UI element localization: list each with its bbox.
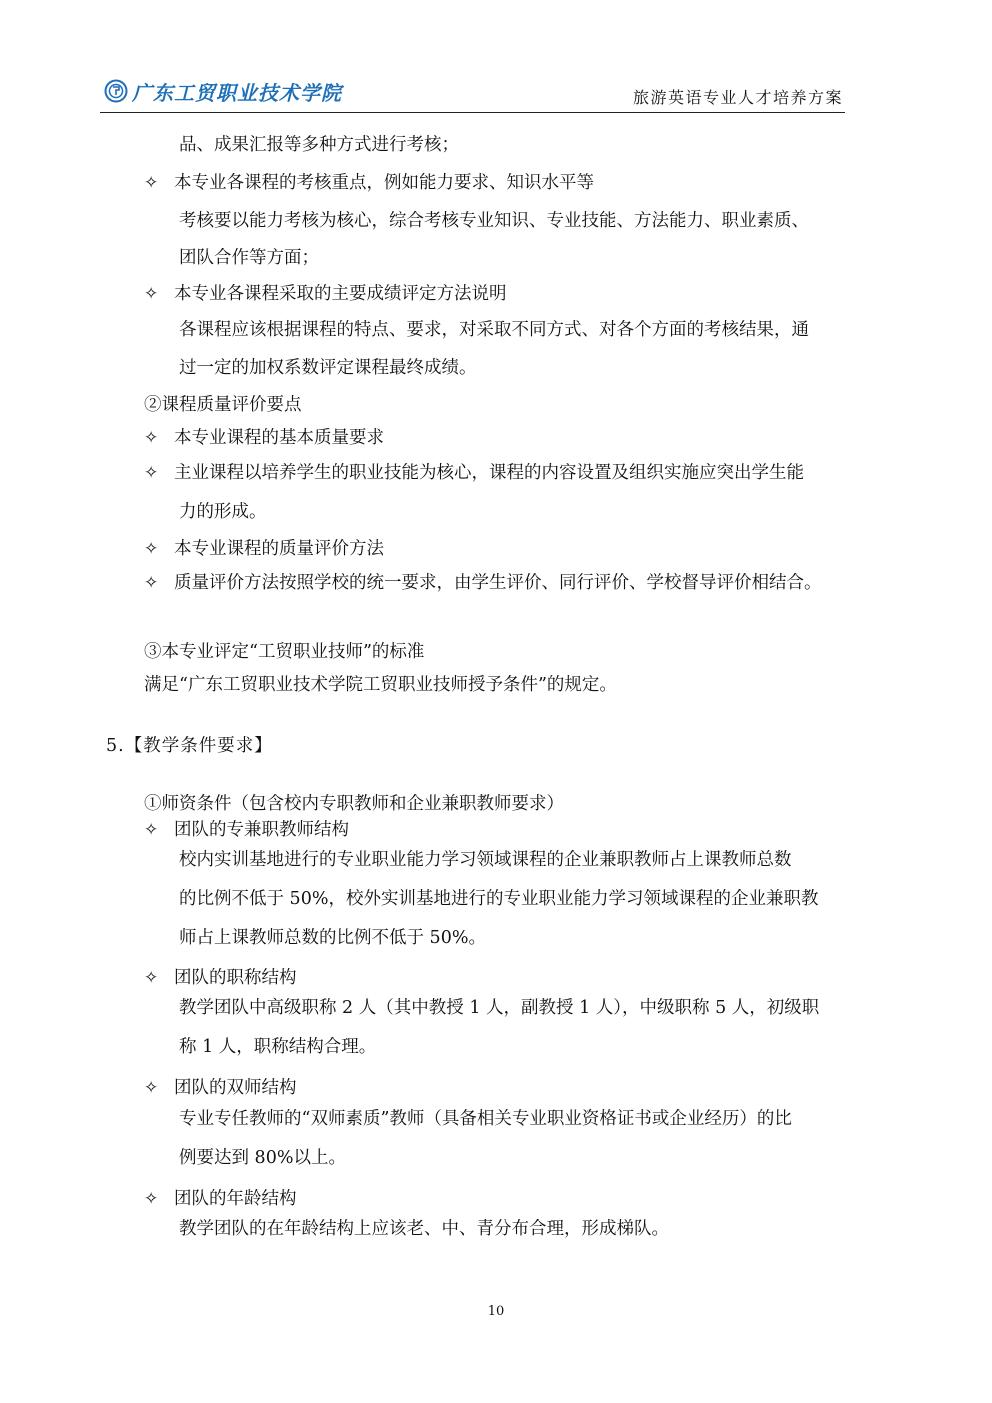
text-line: 称 1 人，职称结构合理。 [179,1037,377,1057]
diamond-bullet-icon: ✧ [144,1078,159,1098]
text-line: 过一定的加权系数评定课程最终成绩。 [179,358,477,378]
section-heading: ③本专业评定“工贸职业技师”的标准 [144,642,425,662]
bullet-item [144,571,822,595]
chapter-heading: 5.【教学条件要求】 [106,736,273,756]
text-line: 满足“广东工贸职业技术学院工贸职业技师授予条件”的规定。 [144,675,617,695]
text-line: 专业专任教师的“双师素质”教师（具备相关专业职业资格证书或企业经历）的比 [179,1109,792,1129]
text-line: 的比例不低于 50%，校外实训基地进行的专业职业能力学习领域课程的企业兼职教 [179,889,819,909]
bullet-heading: 本专业各课程采取的主要成绩评定方法说明 [174,284,507,304]
diamond-bullet-icon: ✧ [144,1189,159,1209]
diamond-bullet-icon: ✧ [144,539,159,559]
page-header [100,70,845,113]
text-line: 品、成果汇报等多种方式进行考核； [179,135,459,155]
bullet-heading: 团队的双师结构 [174,1078,297,1098]
bullet-heading: 本专业各课程的考核重点，例如能力要求、知识水平等 [174,173,594,193]
diamond-bullet-icon: ✧ [144,284,159,304]
document-title: 旅游英语专业人才培养方案 [632,88,843,107]
bullet-heading: 本专业课程的质量评价方法 [174,539,384,559]
diamond-bullet-icon: ✧ [144,968,159,988]
logo-text: 广东工贸职业技术学院 [132,80,342,105]
page-number: 10 [487,1304,505,1319]
diamond-bullet-icon: ✧ [144,173,159,193]
diamond-bullet-icon: ✧ [144,820,159,840]
school-logo [104,76,342,106]
bullet-item [144,537,384,561]
bullet-item [144,171,594,195]
bullet-item [144,818,349,842]
bullet-item [144,461,804,485]
bullet-item [144,426,384,450]
bullet-item [144,966,297,990]
bullet-heading: 团队的职称结构 [174,968,297,988]
school-emblem-icon [104,79,128,103]
bullet-item [144,1187,297,1211]
diamond-bullet-icon: ✧ [144,463,159,483]
text-line: 师占上课教师总数的比例不低于 50%。 [179,928,486,948]
bullet-item [144,1076,297,1100]
text-line: 校内实训基地进行的专业职业能力学习领域课程的企业兼职教师占上课教师总数 [179,850,792,870]
text-line: 例要达到 80%以上。 [179,1148,346,1168]
section-heading: ①师资条件（包含校内专职教师和企业兼职教师要求） [144,794,564,814]
bullet-item [144,282,507,306]
bullet-text: 质量评价方法按照学校的统一要求，由学生评价、同行评价、学校督导评价相结合。 [174,573,822,593]
bullet-heading: 团队的专兼职教师结构 [174,820,349,840]
text-line: 考核要以能力考核为核心，综合考核专业知识、专业技能、方法能力、职业素质、 [179,211,809,231]
diamond-bullet-icon: ✧ [144,573,159,593]
bullet-heading: 团队的年龄结构 [174,1189,297,1209]
text-line: 团队合作等方面； [179,248,319,268]
text-line: 力的形成。 [179,502,267,522]
section-heading: ②课程质量评价要点 [144,395,302,415]
bullet-heading: 本专业课程的基本质量要求 [174,428,384,448]
bullet-text: 主业课程以培养学生的职业技能为核心，课程的内容设置及组织实施应突出学生能 [174,463,804,483]
text-line: 教学团队中高级职称 2 人（其中教授 1 人，副教授 1 人），中级职称 5 人，初级职 [179,998,820,1018]
diamond-bullet-icon: ✧ [144,428,159,448]
text-line: 教学团队的在年龄结构上应该老、中、青分布合理，形成梯队。 [179,1219,669,1239]
text-line: 各课程应该根据课程的特点、要求，对采取不同方式、对各个方面的考核结果，通 [179,320,809,340]
